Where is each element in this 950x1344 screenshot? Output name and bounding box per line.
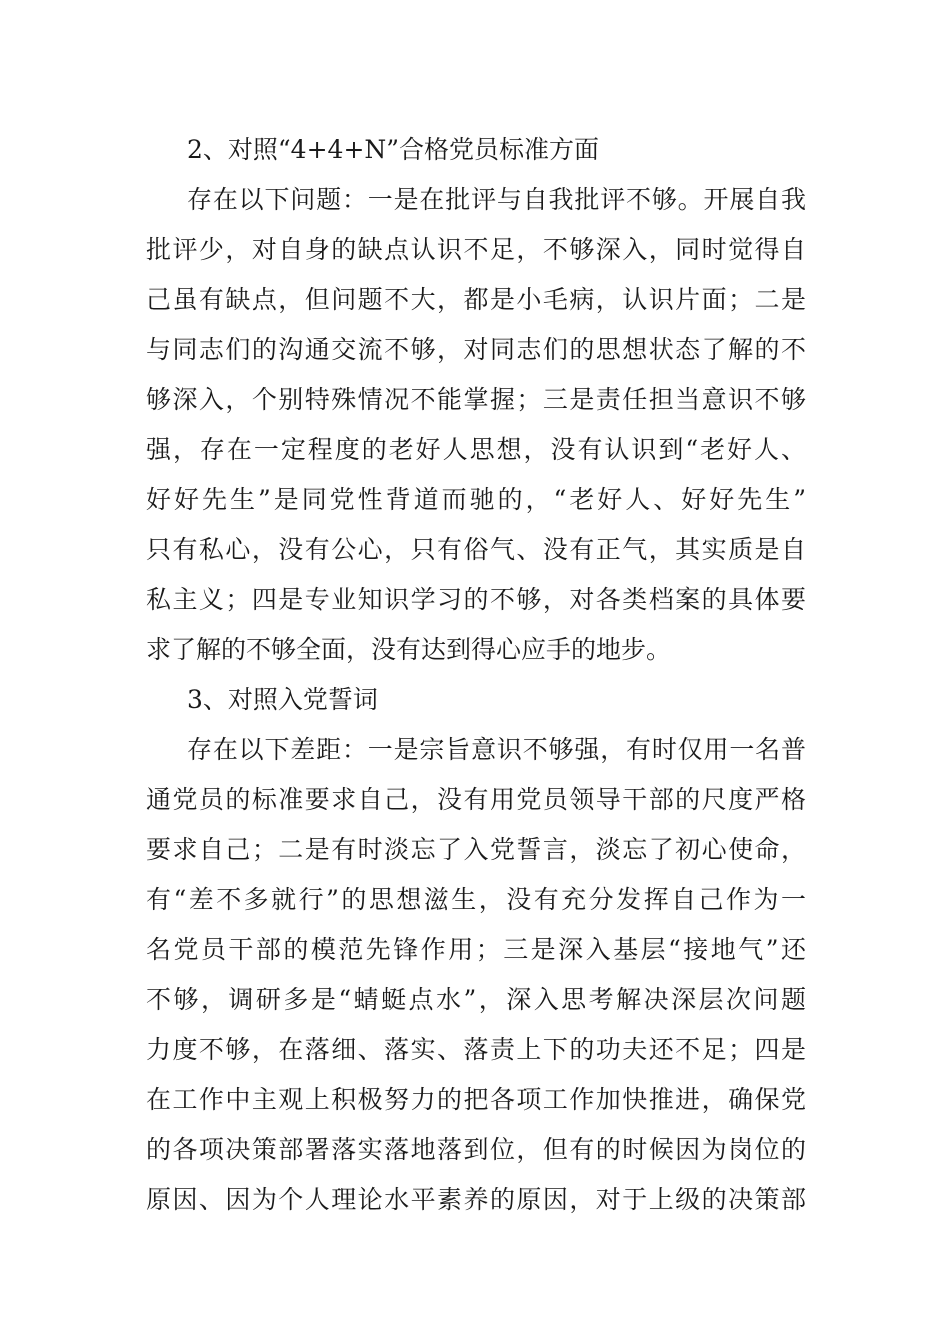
section-3-heading: 3、对照入党誓词 (187, 685, 378, 714)
section-3-line-9: 的各项决策部署落实落地落到位，但有的时候因为岗位的 (146, 1135, 806, 1164)
section-2-line-10: 求了解的不够全面，没有达到得心应手的地步。 (146, 635, 672, 664)
section-3-line-2: 通党员的标准要求自己，没有用党员领导干部的尺度严格 (146, 785, 806, 814)
section-2-line-1: 存在以下问题：一是在批评与自我批评不够。开展自我 (187, 185, 806, 214)
section-2-line-2: 批评少，对自身的缺点认识不足，不够深入，同时觉得自 (146, 235, 806, 264)
section-2-line-4: 与同志们的沟通交流不够，对同志们的思想状态了解的不 (146, 335, 806, 364)
section-2-line-5: 够深入，个别特殊情况不能掌握；三是责任担当意识不够 (146, 385, 806, 414)
section-2-line-9: 私主义；四是专业知识学习的不够，对各类档案的具体要 (146, 585, 806, 614)
section-3-line-5: 名党员干部的模范先锋作用；三是深入基层“接地气”还 (146, 935, 806, 964)
section-3-line-6: 不够，调研多是“蜻蜓点水”，深入思考解决深层次问题 (146, 985, 806, 1014)
section-3-line-7: 力度不够，在落细、落实、落责上下的功夫还不足；四是 (146, 1035, 806, 1064)
section-2-line-8: 只有私心，没有公心，只有俗气、没有正气，其实质是自 (146, 535, 806, 564)
section-3-line-1: 存在以下差距：一是宗旨意识不够强，有时仅用一名普 (187, 735, 806, 764)
section-3-line-8: 在工作中主观上积极努力的把各项工作加快推进，确保党 (146, 1085, 806, 1114)
section-3-line-4: 有“差不多就行”的思想滋生，没有充分发挥自己作为一 (146, 885, 806, 914)
section-2-line-6: 强，存在一定程度的老好人思想，没有认识到“老好人、 (146, 435, 806, 464)
section-3-line-3: 要求自己；二是有时淡忘了入党誓言，淡忘了初心使命， (146, 835, 806, 864)
section-2-line-7: 好好先生”是同党性背道而驰的，“老好人、好好先生” (146, 485, 806, 514)
section-3-line-10: 原因、因为个人理论水平素养的原因，对于上级的决策部 (146, 1185, 806, 1214)
section-2-line-3: 己虽有缺点，但问题不大，都是小毛病，认识片面；二是 (146, 285, 806, 314)
section-2-heading: 2、对照“4+4+N”合格党员标准方面 (187, 135, 600, 164)
